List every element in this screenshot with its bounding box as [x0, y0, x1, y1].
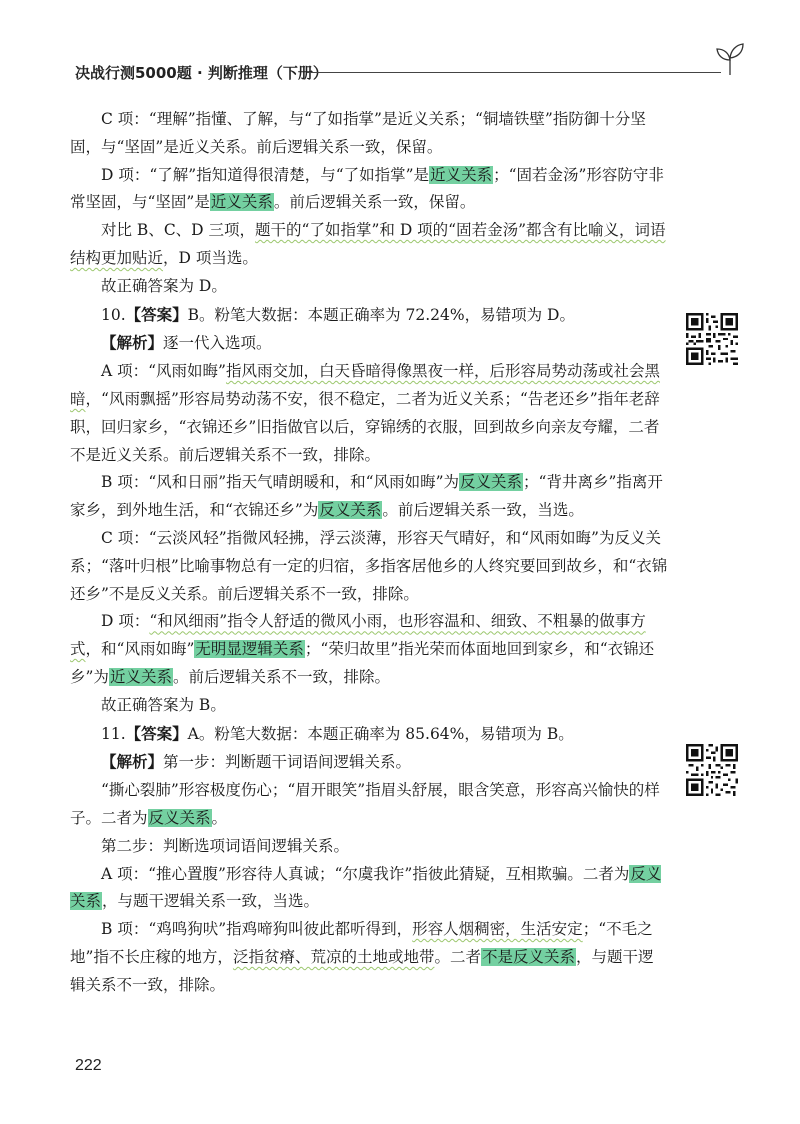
wavy-underline: “和风细雨”指令人舒适的微风小雨，也形容温和、细致、不粗暴的做事方式 — [70, 612, 646, 659]
highlight: 近义关系 — [430, 165, 493, 184]
wavy-underline: 题干的“了如指掌”和 D 项的“固若金汤”都含有比喻义，词语结构更加贴近 — [70, 221, 666, 267]
running-header — [75, 58, 745, 88]
question-10-answer: 10.【答案】B。粉笔大数据：本题正确率为 72.24%，易错项为 D。 — [101, 304, 575, 324]
wavy-underline: 泛指贫瘠、荒凉的土地或地带 — [232, 947, 435, 966]
sprout-icon — [715, 42, 745, 76]
paragraph-answer-10: 故正确答案为 B。 — [101, 695, 226, 714]
analysis-tag: 【解析】 — [101, 752, 164, 772]
paragraph-11-stem: “撕心裂肺”形容极度伤心；“眉开眼笑”指眉头舒展，眼含笑意，形容高兴愉快的样子。二者为反义关系。 — [70, 781, 660, 827]
paragraph-10-option-d: D 项：“和风细雨”指令人舒适的微风小雨，也形容温和、细致、不粗暴的做事方式，和“风雨如晦”无明显逻辑关系；“荣归故里”指光荣而体面地回到家乡，和“衣锦还乡”为近义关系。前后逻辑关系不一致，排除。 — [70, 612, 655, 686]
book-title: 决战行测5000题 · 判断推理（下册） — [75, 64, 328, 82]
paragraph-11-step-2: 第二步：判断选项词语间逻辑关系。 — [101, 836, 350, 855]
paragraph-11-option-a: A 项：“推心置腹”形容待人真诚；“尔虞我诈”指彼此猜疑，互相欺骗。二者为反义关系，与题干逻辑关系一致，当选。 — [70, 864, 662, 911]
answer-tag: 【答案】 — [125, 723, 188, 743]
question-10-analysis: 【解析】逐一代入选项。 — [101, 333, 272, 353]
highlight: 无明显逻辑关系 — [195, 640, 304, 659]
page-number: 222 — [75, 1057, 102, 1074]
qr-code-icon[interactable] — [686, 313, 738, 365]
wavy-underline: 形容人烟稠密，生活安定 — [412, 920, 583, 939]
qr-code-icon[interactable] — [686, 744, 738, 796]
highlight: 反义关系 — [148, 808, 211, 827]
paragraph-10-option-b: B 项：“风和日丽”指天气晴朗暖和，和“风雨如晦”为反义关系；“背井离乡”指离开家乡，到外地生活，和“衣锦还乡”为反义关系。前后逻辑关系一致，当选。 — [70, 473, 663, 520]
highlight: 近义关系 — [210, 193, 273, 212]
question-11-analysis: 【解析】第一步：判断题干词语间逻辑关系。 — [101, 752, 412, 772]
main-text — [70, 106, 668, 1000]
highlight: 不是反义关系 — [481, 947, 575, 966]
paragraph-option-d: D 项：“了解”指知道得很清楚，与“了如指掌”是近义关系；“固若金汤”形容防守非常坚固，与“坚固”是近义关系。前后逻辑关系一致，保留。 — [70, 165, 664, 212]
answer-tag: 【答案】 — [125, 304, 188, 324]
highlight: 反义关系 — [70, 864, 662, 911]
header-rule — [307, 72, 721, 73]
paragraph-10-option-c: C 项：“云淡风轻”指微风轻拂，浮云淡薄，形容天气晴好，和“风雨如晦”为反义关系；“落叶归根”比喻事物总有一定的归宿，多指客居他乡的人终究要回到故乡，和“衣锦还乡”不是反义关系。前后逻辑关系不一致，排除。 — [70, 528, 668, 603]
paragraph-10-option-a: A 项：“风雨如晦”指风雨交加，白天昏暗得像黑夜一样，后形容局势动荡或社会黑暗，“风雨飘摇”形容局势动荡不安，很不稳定，二者为近义关系；“告老还乡”指年老辞职，回归家乡，“衣锦还乡”旧指做官以后，穿锦绣的衣服，回到故乡向亲友夸耀，二者不是近义关系。前后逻辑关系不一致，排除。 — [70, 362, 660, 464]
wavy-underline: 指风雨交加，白天昏暗得像黑夜一样，后形容局势动荡或社会黑暗 — [70, 362, 660, 408]
paragraph-option-c: C 项：“理解”指懂、了解，与“了如指掌”是近义关系；“铜墙铁壁”指防御十分坚固，与“坚固”是近义关系。前后逻辑关系一致，保留。 — [70, 110, 646, 156]
paragraph-comparison: 对比 B、C、D 三项，题干的“了如指掌”和 D 项的“固若金汤”都含有比喻义，词语结构更加贴近，D 项当选。 — [70, 221, 666, 267]
highlight: 近义关系 — [109, 667, 172, 686]
paragraph-answer-9: 故正确答案为 D。 — [101, 276, 227, 295]
highlight: 反义关系 — [319, 501, 382, 520]
paragraph-11-option-b: B 项：“鸡鸣狗吠”指鸡啼狗叫彼此都听得到，形容人烟稠密，生活安定；“不毛之地”指不长庄稼的地方，泛指贫瘠、荒凉的土地或地带。二者不是反义关系，与题干逻辑关系不一致，排除。 — [70, 920, 654, 994]
question-11-answer: 11.【答案】A。粉笔大数据：本题正确率为 85.64%，易错项为 B。 — [101, 723, 574, 743]
highlight: 反义关系 — [460, 473, 523, 492]
analysis-tag: 【解析】 — [101, 333, 164, 353]
